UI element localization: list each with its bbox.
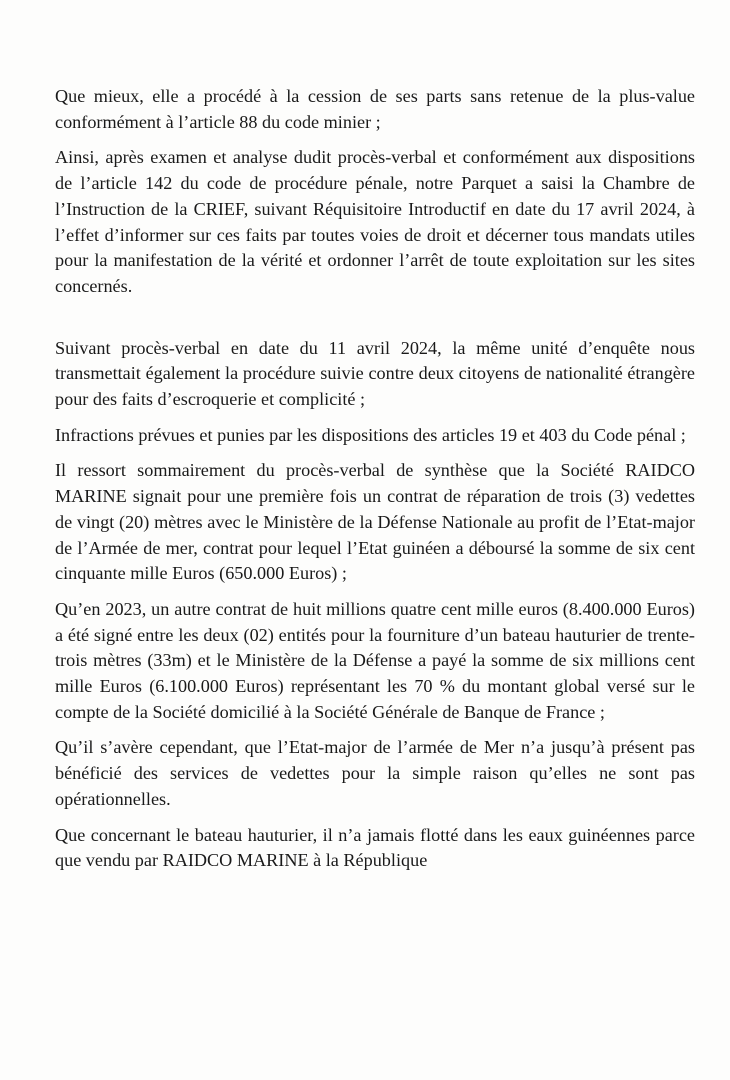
paragraph-proces-verbal-11-avril: Suivant procès-verbal en date du 11 avril 2024, la même unité d’enquête nous transmettait également la procédure suivie contre deux citoyens de nationalité étrangère pour des faits d’escroquerie et complicité ;	[55, 337, 695, 410]
paragraph-cession-parts: Que mieux, elle a procédé à la cession de ses parts sans retenue de la plus-value conformément à l’article 88 du code minier ;	[55, 86, 695, 132]
paragraph-contrat-2023: Qu’en 2023, un autre contrat de huit millions quatre cent mille euros (8.400.000 Euros) a été signé entre les deux (02) entités pour la fourniture d’un bateau hauturier de trente-trois mètres (33m) et le Ministère de la Défense a payé la somme de six millions cent mille Euros (6.100.000 Euros) représentant les 70 % du montant global versé sur le compte de la Société domicilié à la Société Générale de Banque de France ;	[55, 598, 695, 722]
paragraph-contrat-reparation: Il ressort sommairement du procès-verbal de synthèse que la Société RAIDCO MARINE signait pour une première fois un contrat de réparation de trois (3) vedettes de vingt (20) mètres avec le Ministère de la Défense Nationale au profit de l’Etat-major de l’Armée de mer, contrat pour lequel l’Etat guinéen a déboursé la somme de six cent cinquante mille Euros (650.000 Euros) ;	[55, 460, 695, 584]
paragraph-bateau-hauturier: Que concernant le bateau hauturier, il n’a jamais flotté dans les eaux guinéennes parce que vendu par RAIDCO MARINE à la République	[55, 824, 695, 871]
paragraph-infractions: Infractions prévues et punies par les dispositions des articles 19 et 403 du Code pénal ;	[55, 424, 686, 445]
paragraph-vedettes-non-operationnelles: Qu’il s’avère cependant, que l’Etat-major de l’armée de Mer n’a jusqu’à présent pas bénéficié des services de vedettes pour la simple raison qu’elles ne sont pas opérationnelles.	[55, 737, 695, 809]
document-body	[55, 84, 695, 884]
paragraph-saisine-crief: Ainsi, après examen et analyse dudit procès-verbal et conformément aux dispositions de l’article 142 du code de procédure pénale, notre Parquet a saisi la Chambre de l’Instruction de la CRIEF, suivant Réquisitoire Introductif en date du 17 avril 2024, à l’effet d’informer sur ces faits par toutes voies de droit et décerner tous mandats utiles pour la manifestation de la vérité et ordonner l’arrêt de toute exploitation sur les sites concernés.	[55, 147, 695, 296]
